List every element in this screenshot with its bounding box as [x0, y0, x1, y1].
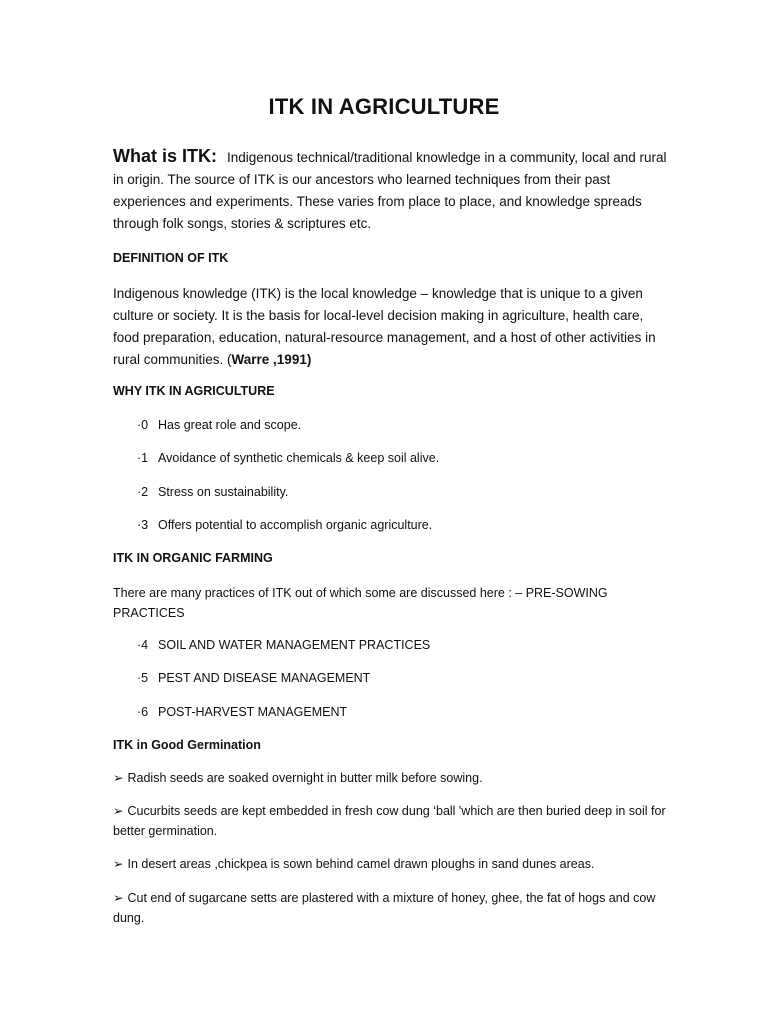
definition-text: Indigenous knowledge (ITK) is the local knowledge – knowledge that is unique to a given culture or society. It is the basis for local-level decision making in agriculture, health care, food preparation, education, natural-resource management, and a host of other activities in rural communities. (: [113, 286, 656, 367]
list-number: ·3: [137, 518, 149, 532]
bullet-text: Cucurbits seeds are kept embedded in fresh cow dung ‘ball 'which are then buried deep in soil for better germination.: [113, 804, 666, 838]
arrow-bullet-icon: ➢: [113, 857, 124, 871]
organic-list-item: [137, 638, 430, 652]
organic-heading: ITK IN ORGANIC FARMING: [113, 551, 273, 565]
list-text: Offers potential to accomplish organic agriculture.: [158, 518, 433, 532]
bullet-text: Radish seeds are soaked overnight in butter milk before sowing.: [127, 771, 483, 785]
germination-bullet: [113, 768, 673, 788]
why-list-item: [137, 418, 301, 432]
list-text: POST-HARVEST MANAGEMENT: [158, 705, 348, 719]
germination-bullet: [113, 888, 673, 928]
list-number: ·1: [137, 451, 149, 465]
list-number: ·4: [137, 638, 149, 652]
intro-paragraph: [113, 145, 673, 235]
germination-heading: ITK in Good Germination: [113, 738, 261, 752]
list-number: ·6: [137, 705, 149, 719]
intro-text: Indigenous technical/traditional knowledge in a community, local and rural in origin. The source of ITK is our ancestors who learned techniques from their past experiences and experiments. These varies from place to place, and knowledge spreads through folk songs, stories & scriptures etc.: [113, 150, 667, 231]
list-text: Stress on sustainability.: [158, 485, 289, 499]
why-list-item: [137, 451, 439, 465]
germination-bullet: [113, 801, 673, 841]
why-list-item: [137, 518, 432, 532]
list-text: SOIL AND WATER MANAGEMENT PRACTICES: [158, 638, 431, 652]
organic-list-item: [137, 705, 347, 719]
bullet-text: In desert areas ,chickpea is sown behind camel drawn ploughs in sand dunes areas.: [127, 857, 595, 871]
list-text: Avoidance of synthetic chemicals & keep soil alive.: [158, 451, 440, 465]
arrow-bullet-icon: ➢: [113, 804, 124, 818]
germination-bullet: [113, 854, 673, 874]
arrow-bullet-icon: ➢: [113, 771, 124, 785]
list-text: Has great role and scope.: [158, 418, 302, 432]
why-heading: WHY ITK IN AGRICULTURE: [113, 384, 275, 398]
intro-lead: What is ITK:: [113, 146, 217, 166]
arrow-bullet-icon: ➢: [113, 891, 124, 905]
list-number: ·5: [137, 671, 149, 685]
definition-heading: DEFINITION OF ITK: [113, 251, 229, 265]
page-title: ITK IN AGRICULTURE: [268, 94, 500, 119]
why-list-item: [137, 485, 288, 499]
definition-citation: Warre ,1991): [231, 352, 312, 367]
organic-list-item: [137, 671, 370, 685]
list-number: ·0: [137, 418, 149, 432]
organic-paragraph: There are many practices of ITK out of which some are discussed here : – PRE-SOWING PRACTICES: [113, 586, 608, 620]
list-text: PEST AND DISEASE MANAGEMENT: [158, 671, 371, 685]
definition-paragraph: [113, 283, 673, 371]
list-number: ·2: [137, 485, 149, 499]
bullet-text: Cut end of sugarcane setts are plastered with a mixture of honey, ghee, the fat of hogs and cow dung.: [113, 891, 656, 925]
